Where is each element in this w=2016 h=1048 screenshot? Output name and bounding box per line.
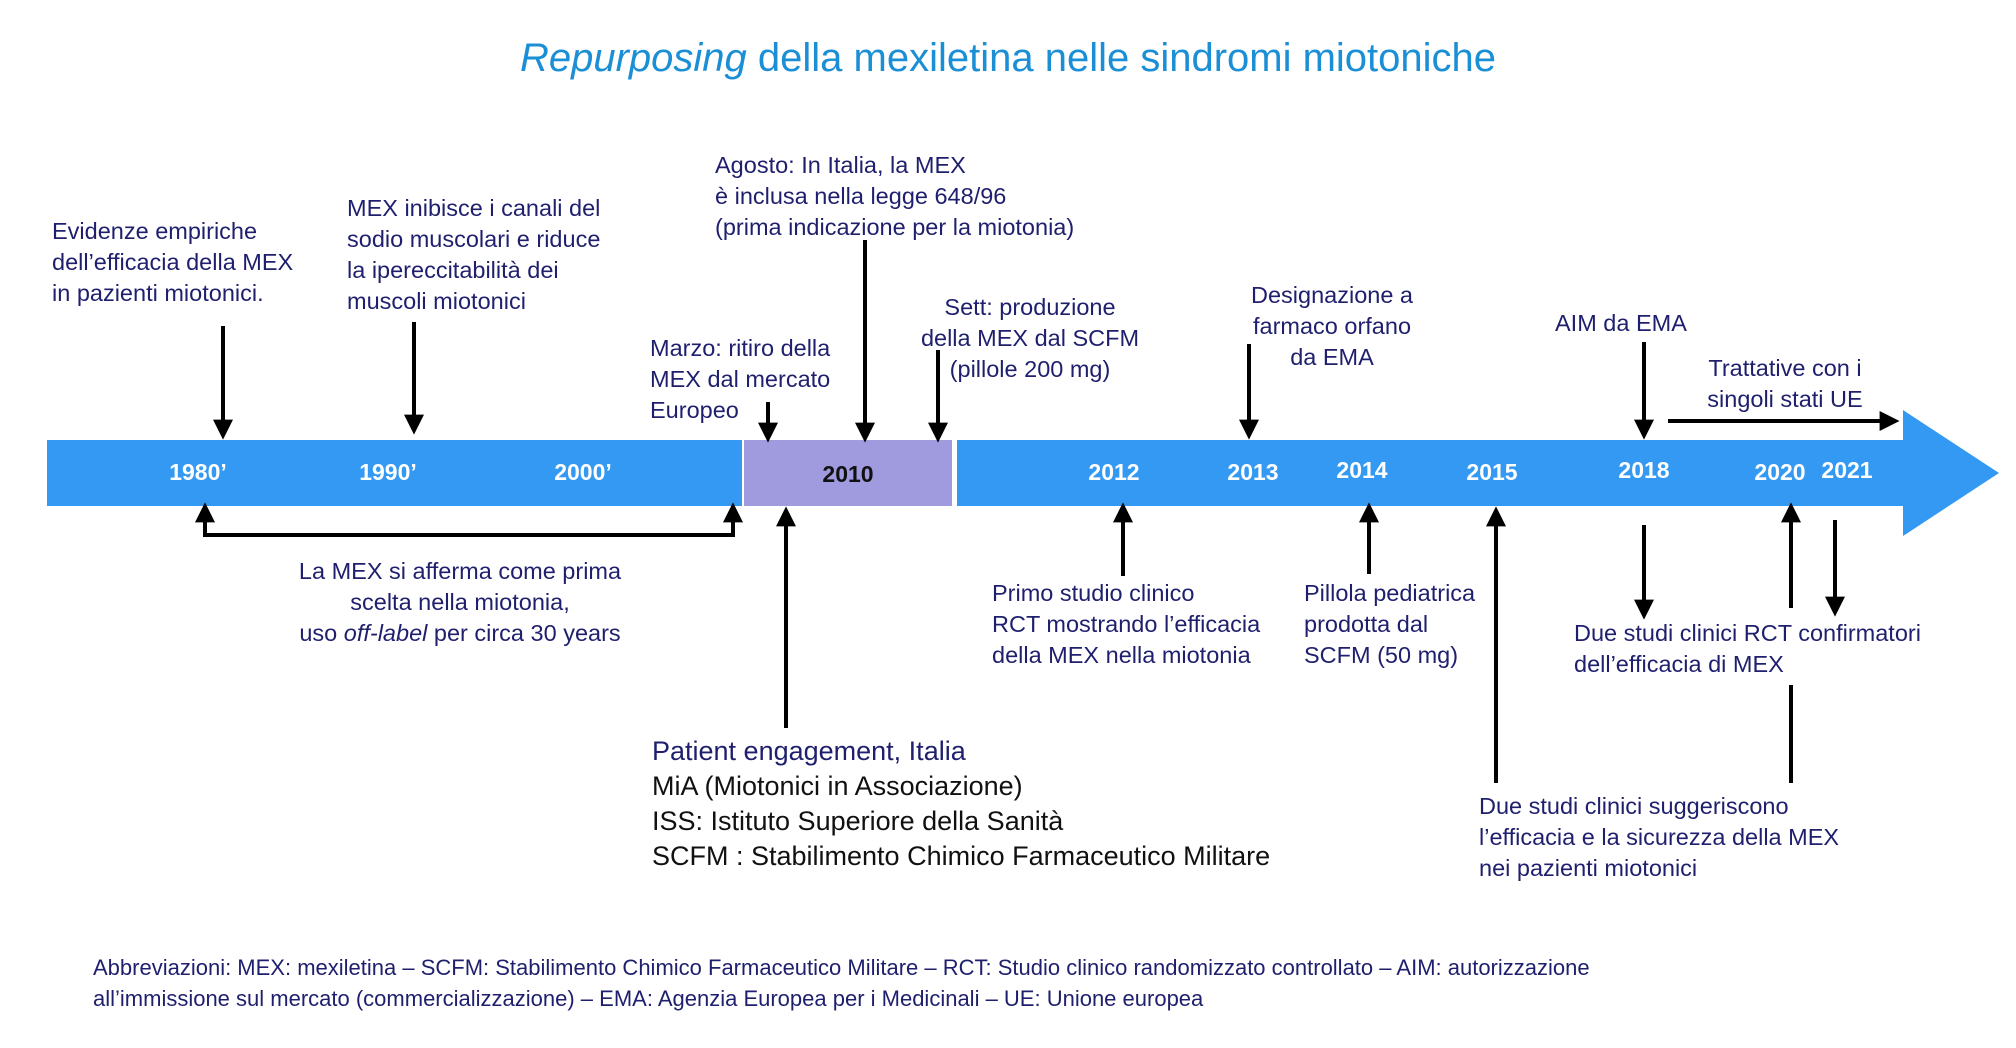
year-2012: 2012 — [1088, 459, 1140, 485]
year-2015: 2015 — [1466, 459, 1518, 485]
event-2012-first-rct: Primo studio clinico RCT mostrando l’efficacia della MEX nella miotonia — [992, 580, 1261, 668]
event-2010-agosto-law: Agosto: In Italia, la MEX è inclusa nella legge 648/96 (prima indicazione per la miotonia) — [715, 152, 1075, 240]
event-1980-empirical-evidence: Evidenze empiriche dell’efficacia della MEX in pazienti miotonici. — [52, 218, 294, 306]
engagement-line: SCFM : Stabilimento Chimico Farmaceutico Militare — [652, 841, 1271, 871]
event-2013-orphan-designation: Designazione a farmaco orfano da EMA — [1251, 282, 1413, 370]
year-2013: 2013 — [1227, 459, 1279, 485]
year-2021: 2021 — [1821, 457, 1873, 483]
event-1990-mex-mechanism: MEX inibisce i canali del sodio muscolari e riduce la ipereccitabilità dei muscoli miotonici — [347, 195, 601, 314]
year-2010: 2010 — [822, 461, 874, 487]
year-1980: 1980’ — [169, 459, 227, 485]
patient-engagement-heading: Patient engagement, Italia — [652, 736, 966, 766]
year-2018: 2018 — [1618, 457, 1670, 483]
year-2000: 2000’ — [554, 459, 612, 485]
event-2015-suggestive-studies: Due studi clinici suggeriscono l’efficacia e la sicurezza della MEX nei pazienti miotonici — [1479, 793, 1840, 881]
event-offlabel-use: La MEX si afferma come prima scelta nella miotonia, uso off-label per circa 30 years — [298, 558, 622, 646]
abbreviations-footer: Abbreviazioni: MEX: mexiletina – SCFM: Stabilimento Chimico Farmaceutico Militare – RCT: Studio clinico randomizzato controllato – AIM: autorizzazione all’immissione sul mercato (commercializzazione) – EMA: Agenzia Europea per i Medicinali – UE: Unione europea — [93, 955, 1590, 1011]
title-italic: Repurposing — [519, 36, 747, 80]
event-2010-marzo-withdrawal: Marzo: ritiro della MEX dal mercato Europeo — [650, 335, 831, 423]
event-2020-negotiations: Trattative con i singoli stati UE — [1707, 355, 1863, 412]
bracket-offlabel-period — [205, 517, 733, 535]
engagement-line: MiA (Miotonici in Associazione) — [652, 771, 1023, 801]
year-1990: 1990’ — [359, 459, 417, 485]
engagement-line: ISS: Istituto Superiore della Sanità — [652, 806, 1064, 836]
event-2014-pediatric-pill: Pillola pediatrica prodotta dal SCFM (50 mg) — [1304, 580, 1476, 668]
year-2014: 2014 — [1336, 457, 1388, 483]
event-2018-confirmatory-rcts: Due studi clinici RCT confirmatori dell’efficacia di MEX — [1574, 620, 1921, 677]
event-2010-sett-production: Sett: produzione della MEX dal SCFM (pillole 200 mg) — [920, 294, 1140, 382]
title-rest: della mexiletina nelle sindromi miotoniche — [746, 36, 1497, 80]
event-2018-aim: AIM da EMA — [1555, 310, 1687, 336]
year-2020: 2020 — [1754, 459, 1806, 485]
